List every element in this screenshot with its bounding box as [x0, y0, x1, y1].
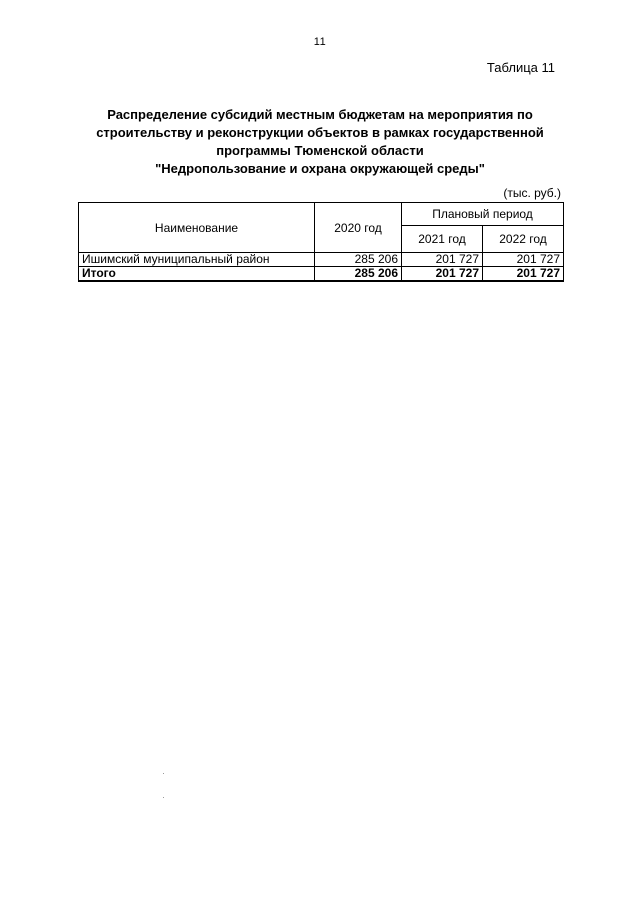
- page-number: 11: [313, 36, 327, 48]
- scan-speck: [163, 797, 164, 798]
- title-line-4: "Недропользование и охрана окружающей среды": [155, 161, 485, 176]
- total-value-2021: 201 727: [402, 267, 483, 282]
- header-planned-period: Плановый период: [402, 203, 564, 226]
- header-2021: 2021 год: [402, 226, 483, 253]
- title-line-1: Распределение субсидий местным бюджетам на мероприятия по: [107, 107, 533, 122]
- document-title: [60, 106, 580, 178]
- units-label: (тыс. руб.): [503, 186, 561, 200]
- row-value-2021: 201 727: [402, 253, 483, 267]
- title-line-3: программы Тюменской области: [216, 143, 424, 158]
- total-value-2020: 285 206: [315, 267, 402, 282]
- table-header-row: [79, 203, 564, 226]
- total-value-2022: 201 727: [483, 267, 564, 282]
- row-value-2020: 285 206: [315, 253, 402, 267]
- row-value-2022: 201 727: [483, 253, 564, 267]
- title-line-2: строительству и реконструкции объектов в рамках государственной: [96, 125, 544, 140]
- row-name: Ишимский муниципальный район: [79, 253, 315, 267]
- table-row: [79, 253, 564, 267]
- subsidy-table: [78, 202, 564, 282]
- header-2020: 2020 год: [315, 203, 402, 253]
- total-name: Итого: [79, 267, 315, 282]
- header-name: Наименование: [79, 203, 315, 253]
- table-label: Таблица 11: [486, 60, 555, 75]
- scan-speck: [163, 773, 164, 774]
- table-total-row: [79, 267, 564, 282]
- header-2022: 2022 год: [483, 226, 564, 253]
